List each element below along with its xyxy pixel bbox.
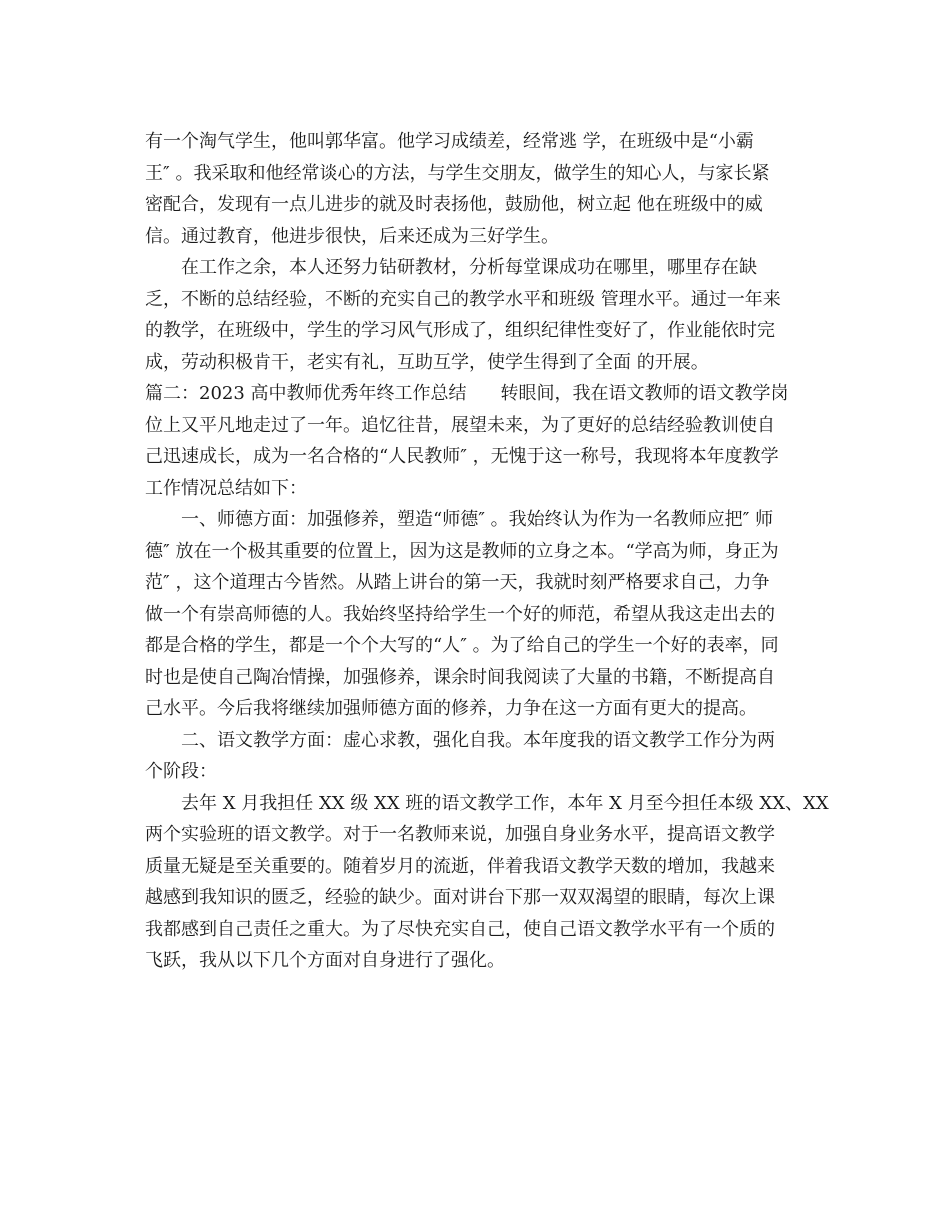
text-line: 飞跃，我从以下几个方面对自身进行了强化。 [145, 950, 505, 971]
text-line: 有一个淘气学生，他叫郭华富。他学习成绩差，经常逃 学，在班级中是“小霸 [145, 131, 754, 152]
text-line: 己迅速成长，成为一名合格的“人民教师″ ，无愧于这一称号，我现将本年度教学 [145, 446, 779, 467]
text-fragment: 转眼间，我在语文教师的语文教学岗 [500, 383, 789, 404]
text-line: 密配合，发现有一点儿进步的就及时表扬他，鼓励他，树立起 他在班级中的威 [145, 194, 763, 215]
text-line: 做一个有崇高师德的人。我始终坚持给学生一个好的师范，希望从我这走出去的 [145, 603, 775, 625]
text-line: 范″ ，这个道理古今皆然。从踏上讲台的第一天，我就时刻严格要求自己，力争 [145, 572, 770, 593]
text-line: 质量无疑是至关重要的。随着岁月的流逝，伴着我语文教学天数的增加，我越来 [145, 855, 775, 877]
text-line: 去年 X 月我担任 XX 级 XX 班的语文教学工作，本年 X 月至今担任本级 XX、XX [181, 792, 829, 814]
text-line: 乏，不断的总结经验，不断的充实自己的教学水平和班级 管理水平。通过一年来 [145, 288, 781, 310]
text-line: 工作情况总结如下： [145, 477, 307, 499]
text-line: 信。通过教育，他进步很快，后来还成为三好学生。 [145, 225, 559, 247]
section-heading: 篇二：2023 高中教师优秀年终工作总结 [145, 383, 467, 404]
text-line: 己水平。今后我将继续加强师德方面的修养，力争在这一方面有更大的提高。 [145, 698, 757, 719]
document-body [145, 126, 829, 977]
text-line: 位上又平凡地走过了一年。追忆往昔，展望未来，为了更好的总结经验教训使自 [145, 414, 775, 436]
text-line: 时也是使自己陶冶情操，加强修养，课余时间我阅读了大量的书籍，不断提高自 [145, 666, 775, 688]
text-line: 德″ 放在一个极其重要的位置上，因为这是教师的立身之本。“学高为师，身正为 [145, 540, 779, 562]
text-line: 的教学，在班级中，学生的学习风气形成了，组织纪律性变好了，作业能依时完 [145, 320, 775, 341]
text-line: 个阶段： [145, 761, 217, 782]
text-line: 一、师德方面：加强修养，塑造“师德″ 。我始终认为作为一名教师应把″ 师 [181, 509, 774, 530]
section-heading-line [145, 378, 805, 410]
text-line: 越感到我知识的匮乏，经验的缺少。面对讲台下那一双双渴望的眼睛，每次上课 [145, 887, 775, 908]
text-line: 在工作之余，本人还努力钻研教材，分析每堂课成功在哪里，哪里存在缺 [181, 257, 757, 278]
text-line: 都是合格的学生，都是一个个大写的“人″ 。为了给自己的学生一个好的表率，同 [145, 635, 779, 656]
text-line: 我都感到自己责任之重大。为了尽快充实自己，使自己语文教学水平有一个质的 [145, 918, 775, 940]
text-line: 王″ 。我采取和他经常谈心的方法，与学生交朋友，做学生的知心人，与家长紧 [145, 162, 770, 184]
text-line: 成，劳动积极肯干，老实有礼，互助互学，使学生得到了全面 的开展。 [145, 351, 709, 373]
text-line: 两个实验班的语文教学。对于一名教师来说，加强自身业务水平，提高语文教学 [145, 824, 775, 845]
text-line: 二、语文教学方面：虚心求教，强化自我。本年度我的语文教学工作分为两 [181, 729, 775, 751]
